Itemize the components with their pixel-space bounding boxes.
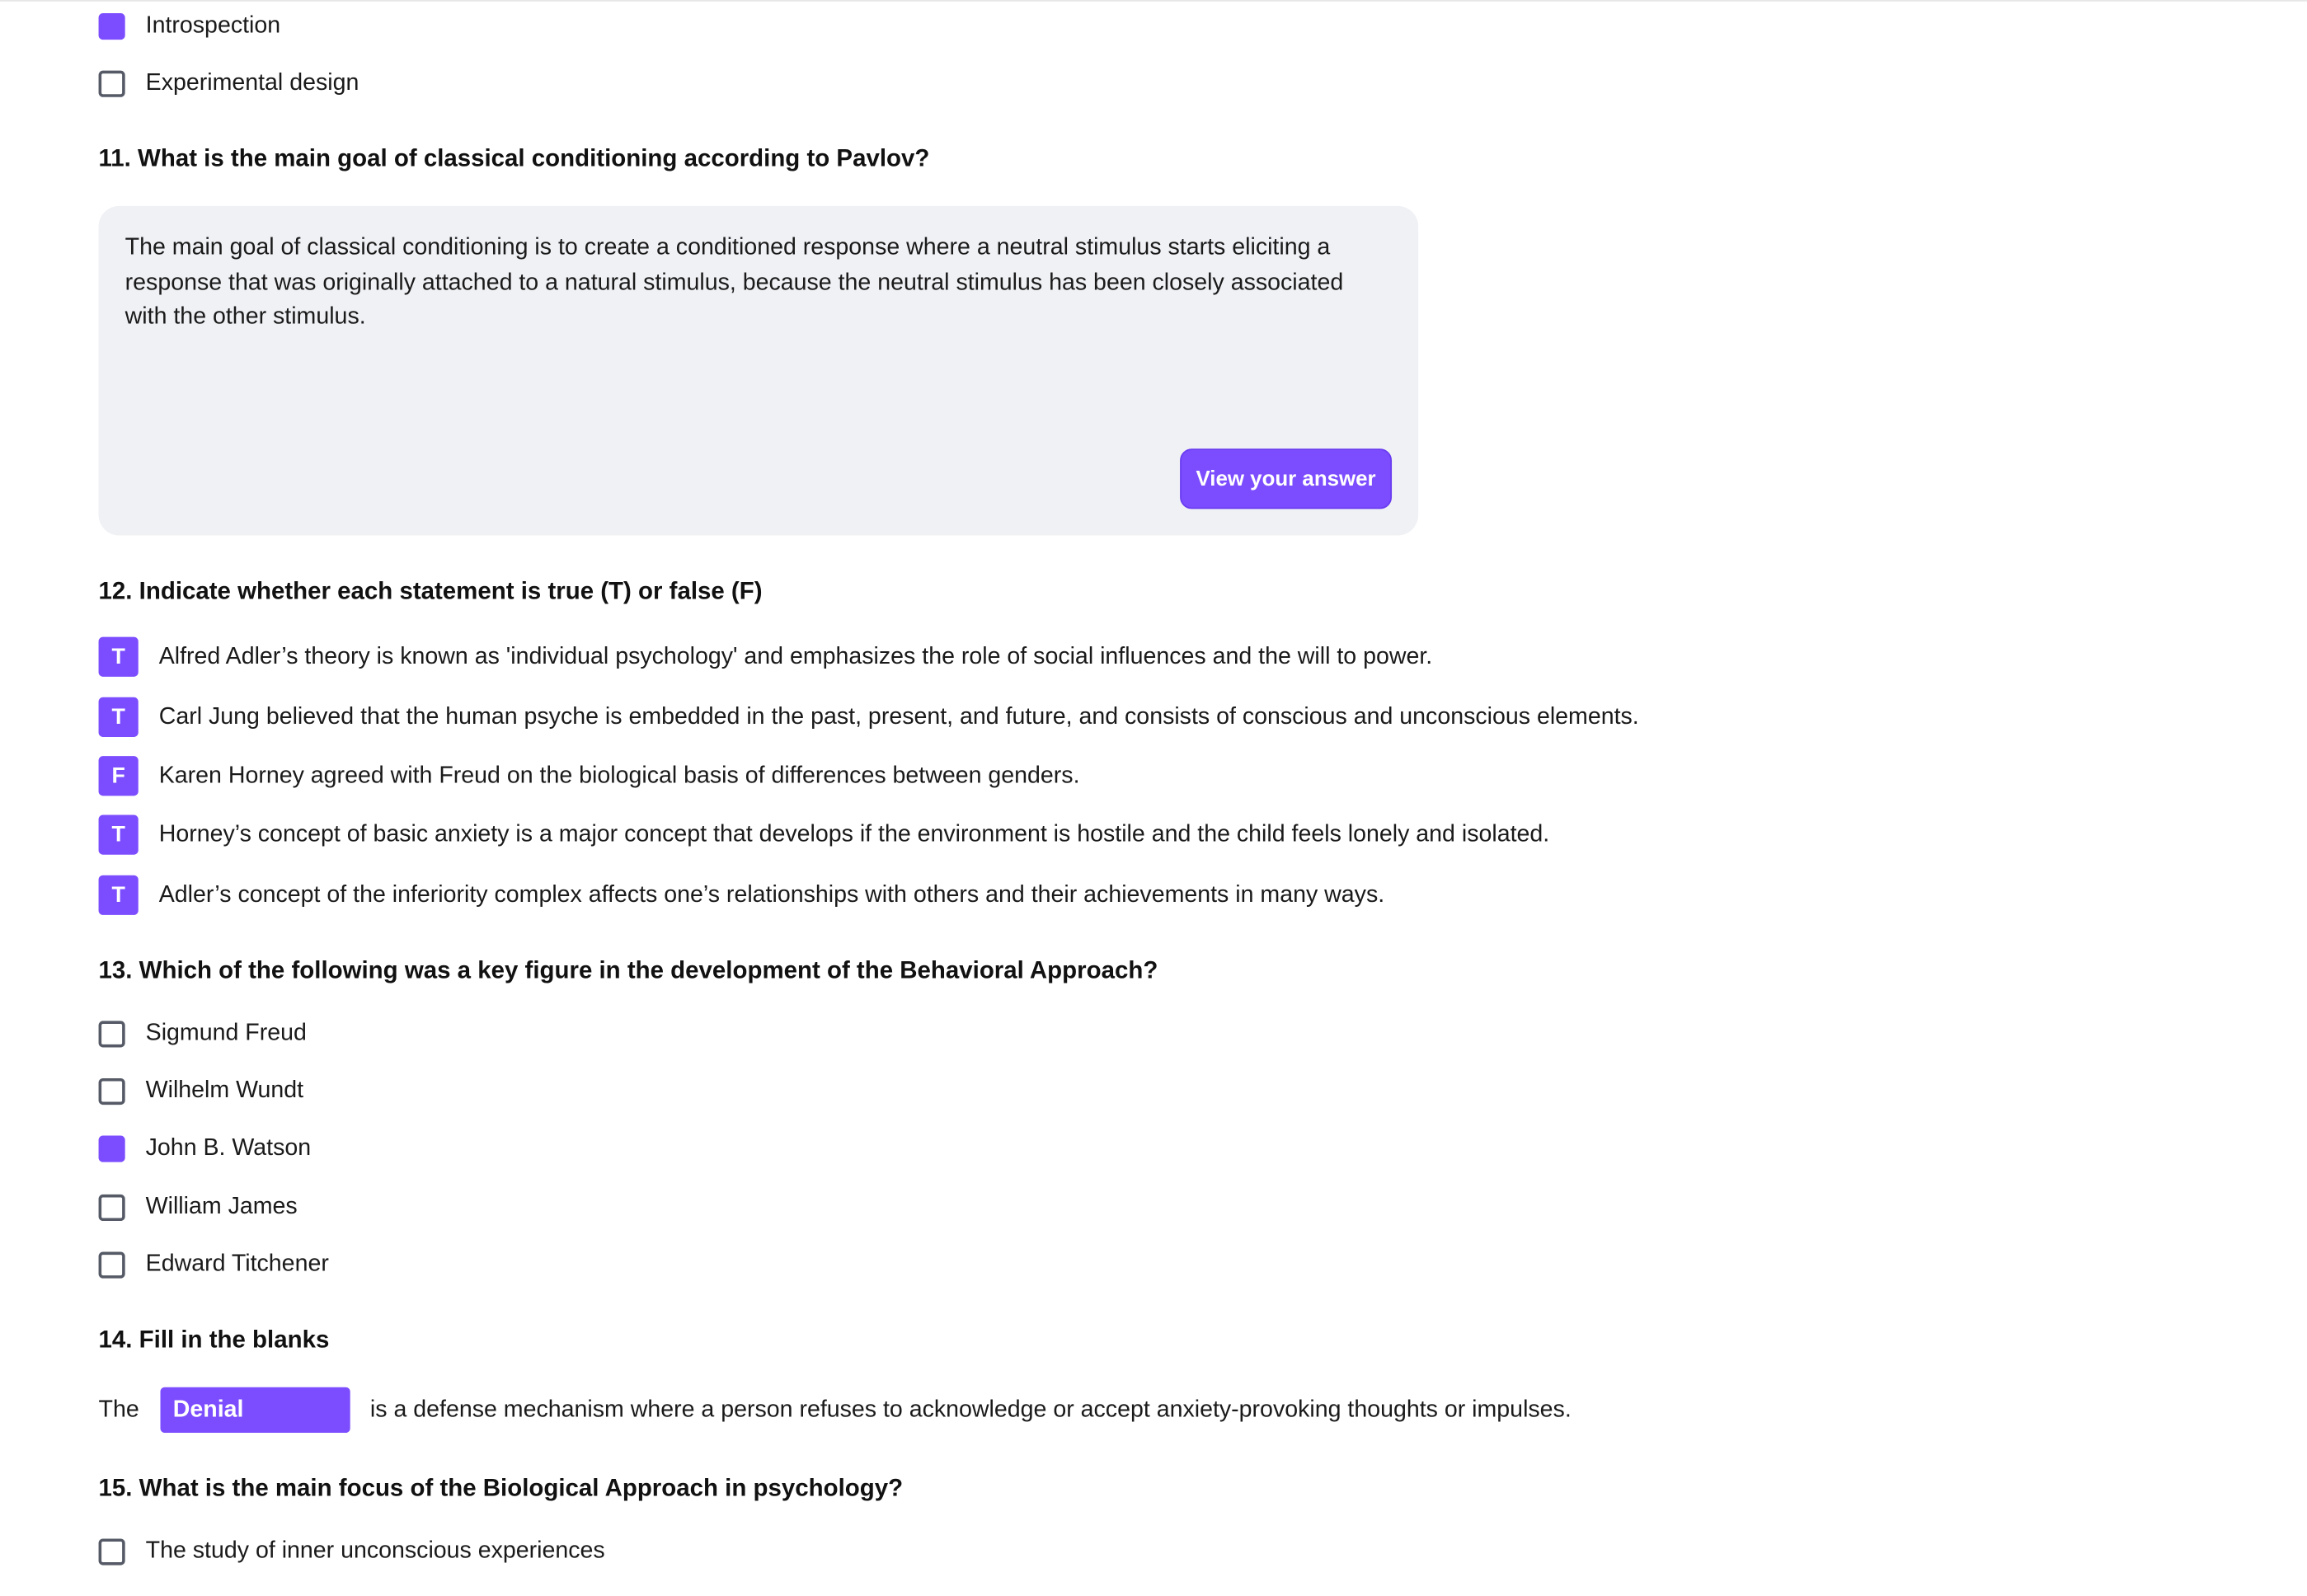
tf-statement-text: Carl Jung believed that the human psyche is embedded in the past, present, and future, and consists of conscious and unconscious elements.	[158, 703, 1639, 730]
fill-text-before: The	[98, 1396, 139, 1422]
checkbox[interactable]	[99, 1538, 125, 1565]
q11-answer-box	[99, 206, 1419, 536]
fill-in-blank-row	[99, 1387, 1572, 1433]
question-15-title: 15. What is the main focus of the Biological Approach in psychology?	[98, 1475, 904, 1502]
q10-option-introspection[interactable]	[99, 9, 281, 45]
tf-statement-row[interactable]	[99, 756, 1080, 796]
question-11-title: 11. What is the main goal of classical conditioning according to Pavlov?	[98, 145, 930, 172]
top-divider	[0, 0, 2307, 2]
tf-statement-text: Alfred Adler’s theory is known as 'individual psychology' and emphasizes the role of social influences and the will to power.	[158, 643, 1433, 669]
checkbox[interactable]	[99, 1021, 125, 1047]
q13-option-edward-titchener[interactable]	[99, 1247, 329, 1283]
view-answer-button[interactable]: View your answer	[1180, 448, 1392, 509]
q13-option-sigmund-freud[interactable]	[99, 1016, 307, 1052]
question-12-title: 12. Indicate whether each statement is true (T) or false (F)	[98, 578, 763, 605]
tf-answer-badge[interactable]: T	[99, 637, 139, 677]
option-label: Sigmund Freud	[145, 1021, 307, 1046]
option-label: Edward Titchener	[145, 1251, 329, 1277]
checkbox-checked[interactable]	[99, 13, 125, 40]
question-13-title: 13. Which of the following was a key figure in the development of the Behavioral Approach?	[98, 957, 1158, 984]
fill-blank-input[interactable]: Denial	[160, 1387, 350, 1433]
tf-statement-row[interactable]	[99, 637, 1433, 677]
option-label: William James	[145, 1194, 298, 1220]
checkbox[interactable]	[99, 71, 125, 97]
tf-statement-row[interactable]	[99, 875, 1385, 915]
option-label: Introspection	[145, 13, 281, 39]
question-14-title: 14. Fill in the blanks	[98, 1326, 330, 1354]
tf-answer-badge[interactable]: T	[99, 875, 139, 915]
tf-answer-badge[interactable]: T	[99, 815, 139, 855]
option-label: The study of inner unconscious experiences	[145, 1538, 605, 1564]
q13-option-john-b-watson[interactable]	[99, 1131, 312, 1166]
checkbox[interactable]	[99, 1252, 125, 1279]
tf-statement-row[interactable]	[99, 815, 1550, 855]
tf-statement-text: Karen Horney agreed with Freud on the biological basis of differences between genders.	[158, 763, 1080, 788]
q13-option-wilhelm-wundt[interactable]	[99, 1074, 304, 1110]
tf-statement-text: Adler’s concept of the inferiority complex affects one’s relationships with others and their achievements in many ways.	[158, 881, 1385, 908]
checkbox-checked[interactable]	[99, 1136, 125, 1162]
tf-statement-text: Horney’s concept of basic anxiety is a major concept that develops if the environment is hostile and the child feels lonely and isolated.	[158, 821, 1550, 847]
q11-answer-text: The main goal of classical conditioning is to create a conditioned response where a neutral stimulus starts eliciting a response that was originally attached to a natural stimulus, because the neutral stimulus has been closely associated with the other stimulus.	[125, 235, 1344, 330]
tf-answer-badge[interactable]: F	[99, 756, 139, 796]
q15-option-inner-unconscious[interactable]	[99, 1534, 605, 1570]
option-label: Experimental design	[145, 70, 359, 96]
q10-option-experimental-design[interactable]	[99, 66, 359, 101]
tf-statement-row[interactable]	[99, 697, 1639, 737]
option-label: Wilhelm Wundt	[145, 1077, 304, 1104]
option-label: John B. Watson	[145, 1135, 312, 1161]
checkbox[interactable]	[99, 1195, 125, 1221]
q13-option-william-james[interactable]	[99, 1190, 298, 1226]
checkbox[interactable]	[99, 1078, 125, 1105]
tf-answer-badge[interactable]: T	[99, 697, 139, 737]
fill-text-after: is a defense mechanism where a person refuses to acknowledge or accept anxiety-provoking thoughts or impulses.	[369, 1396, 1572, 1422]
